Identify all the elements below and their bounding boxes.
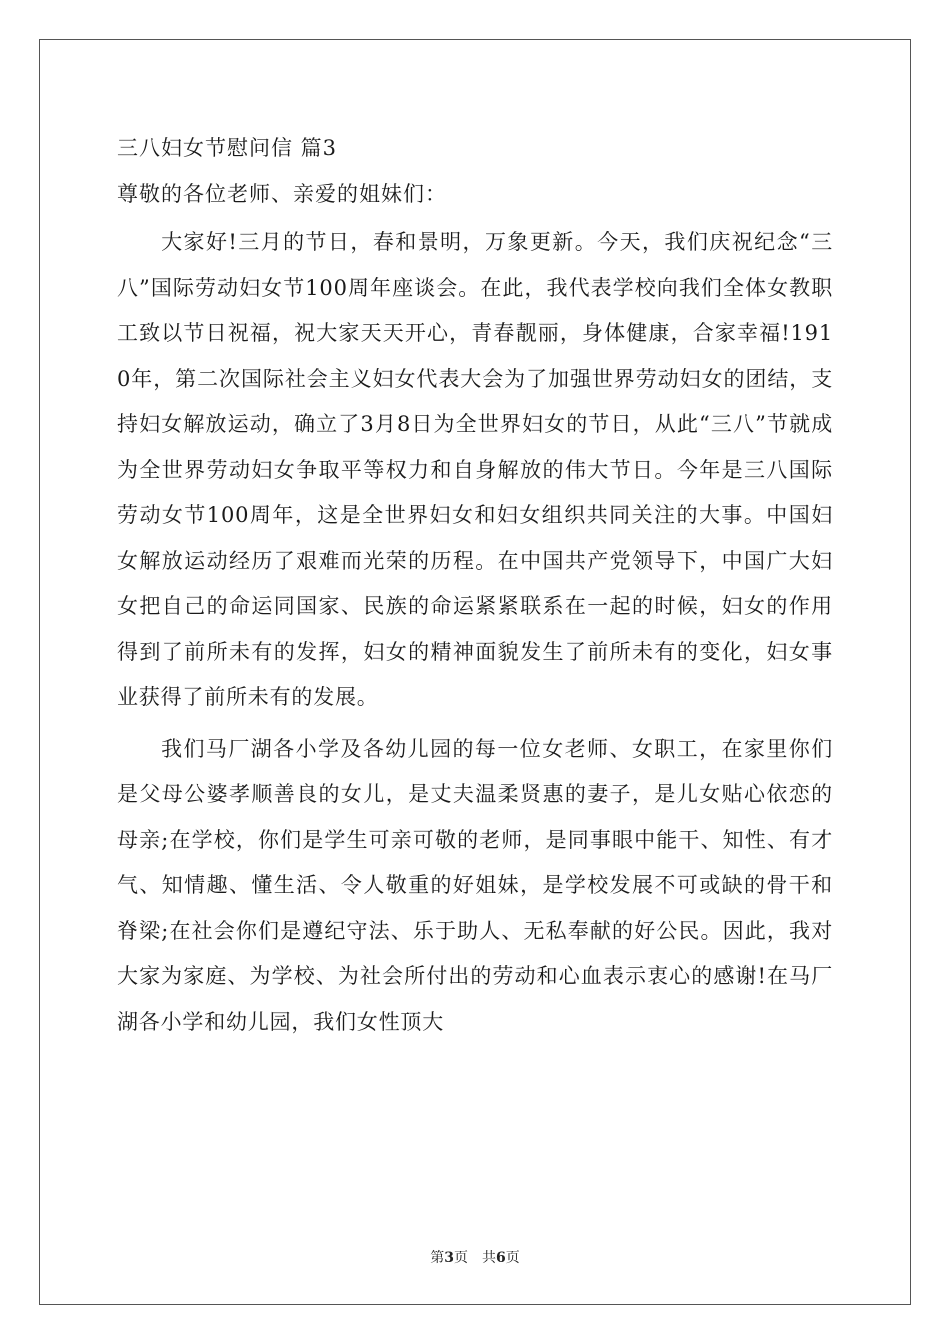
footer-total-pages: 6 [496,1250,506,1266]
footer-page-suffix: 页 [454,1250,468,1266]
document-title: 三八妇女节慰问信 篇3 [117,136,338,160]
paragraph-1: 大家好!三月的节日，春和景明，万象更新。今天，我们庆祝纪念“三八”国际劳动妇女节100周年座谈会。在此，我代表学校向我们全体女教职工致以节日祝福，祝大家天天开心，青春靓丽，身体健康，合家幸福!1910年，第二次国际社会主义妇女代表大会为了加强世界劳动妇女的团结，支持妇女解放运动，确立了3月8日为全世界妇女的节日，从此“三八”节就成为全世界劳动妇女争取平等权力和自身解放的伟大节日。今年是三八国际劳动女节100周年，这是全世界妇女和妇女组织共同关注的大事。中国妇女解放运动经历了艰难而光荣的历程。在中国共产党领导下，中国广大妇女把自己的命运同国家、民族的命运紧紧联系在一起的时候，妇女的作用得到了前所未有的发挥，妇女的精神面貌发生了前所未有的变化，妇女事业获得了前所未有的发展。 [117,230,833,709]
page-footer [0,1247,950,1267]
footer-page-prefix: 第 [430,1250,445,1266]
footer-total-suffix: 页 [505,1250,520,1266]
salutation: 尊敬的各位老师、亲爱的姐妹们： [117,182,447,206]
footer-total-prefix: 共 [482,1250,496,1266]
paragraph-2: 我们马厂湖各小学及各幼儿园的每一位女老师、女职工，在家里你们是父母公婆孝顺善良的女儿，是丈夫温柔贤惠的妻子，是儿女贴心依恋的母亲;在学校，你们是学生可亲可敬的老师，是同事眼中能干、知性、有才气、知情趣、懂生活、令人敬重的好姐妹，是学校发展不可或缺的骨干和脊梁;在社会你们是遵纪守法、乐于助人、无私奉献的好公民。因此，我对大家为家庭、为学校、为社会所付出的劳动和心血表示衷心的感谢!在马厂湖各小学和幼儿园，我们女性顶大 [117,736,833,1034]
document-body [117,128,833,1045]
footer-current-page: 3 [444,1250,454,1266]
